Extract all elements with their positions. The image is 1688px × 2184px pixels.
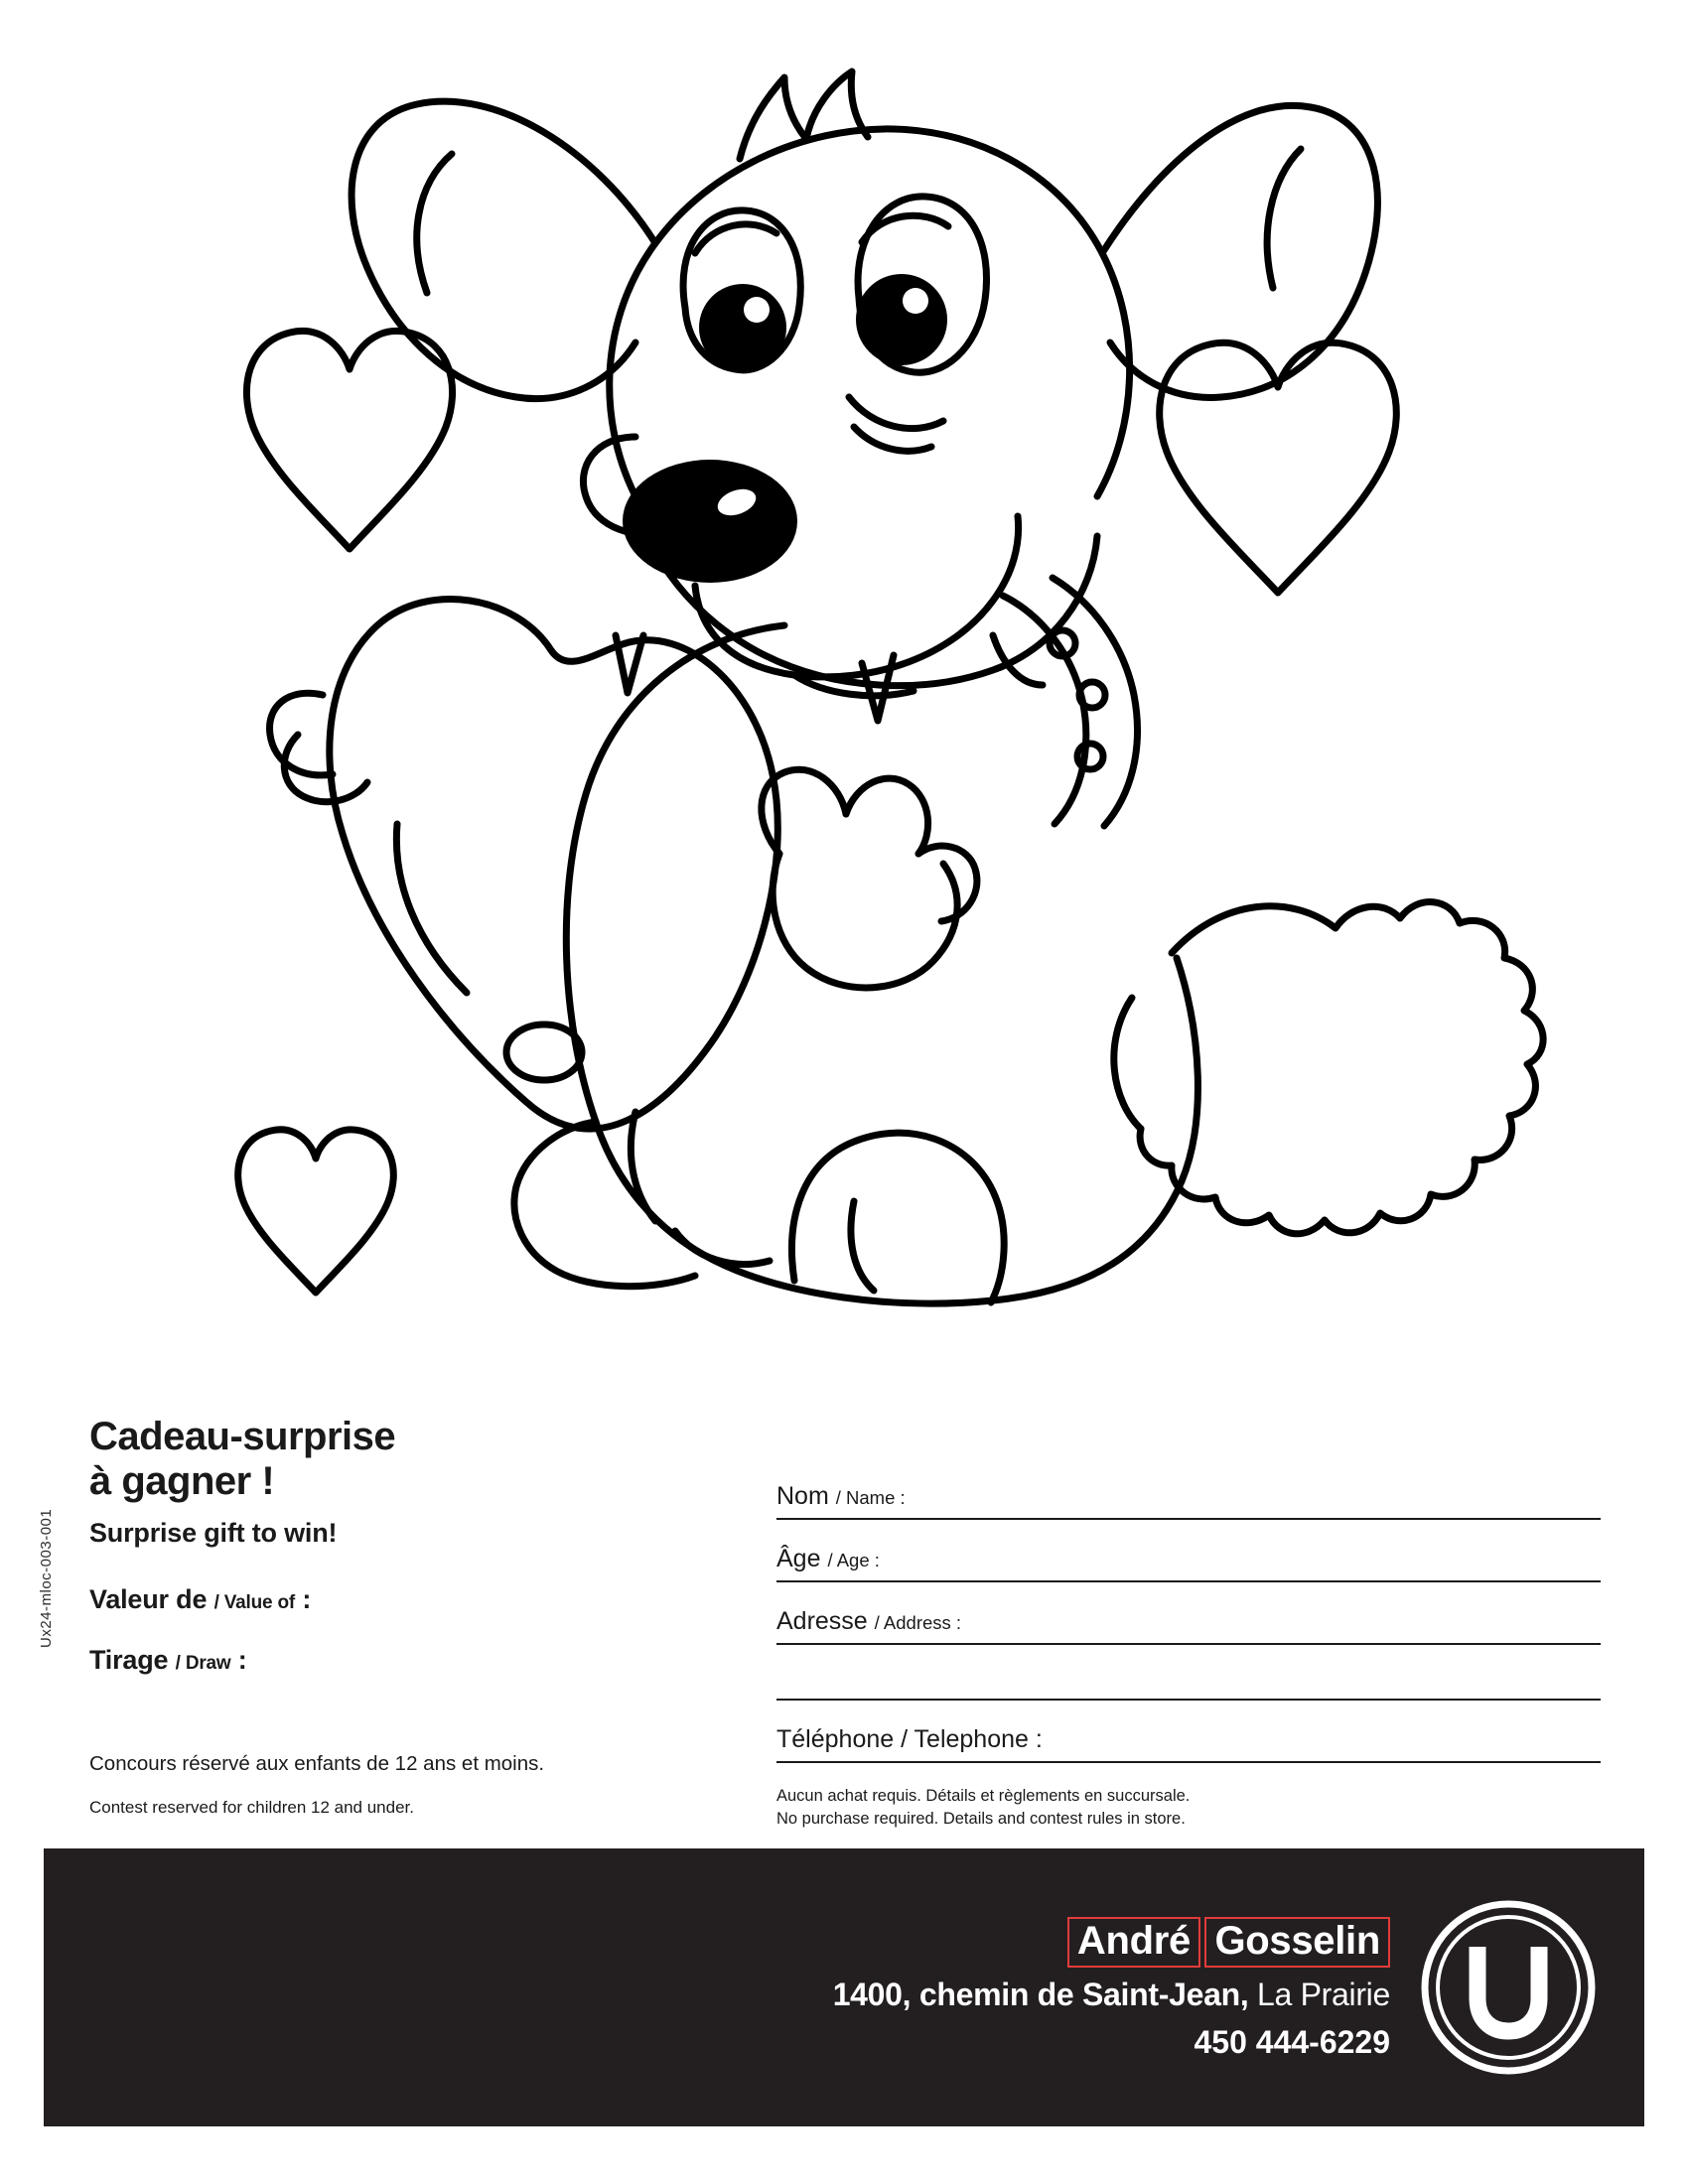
- merchant-address-city: La Prairie: [1257, 1976, 1390, 2012]
- footer-bar: [44, 1848, 1644, 2126]
- form-disclaimer: [776, 1785, 1601, 1831]
- field-name-label-fr: Nom: [776, 1482, 829, 1510]
- field-address-second-line[interactable]: [776, 1645, 1601, 1701]
- field-age-label: [776, 1545, 880, 1573]
- dog-ear-right: [1102, 105, 1377, 397]
- promo-value-label-fr: Valeur de: [89, 1583, 208, 1614]
- form-disclaimer-fr: Aucun achat requis. Détails et règlements en succursale.: [776, 1787, 1191, 1805]
- heart-decoration-left-top: [246, 331, 452, 549]
- merchant-info: [833, 1914, 1394, 2060]
- field-address[interactable]: [776, 1582, 1601, 1645]
- u-logo-icon: [1420, 1899, 1597, 2076]
- footer-content: [833, 1848, 1597, 2126]
- field-name-label-en: / Name :: [835, 1487, 906, 1508]
- field-phone-line[interactable]: [776, 1761, 1601, 1763]
- promo-draw-label-en: / Draw: [175, 1652, 231, 1674]
- promo-value-label-en: / Value of: [213, 1591, 295, 1613]
- field-age-label-en: / Age :: [827, 1550, 880, 1570]
- promo-title-fr-line2: à gagner !: [89, 1458, 275, 1503]
- contest-rules-fr: Concours réservé aux enfants de 12 ans et moins.: [89, 1751, 545, 1775]
- promo-draw-row: [89, 1645, 725, 1676]
- contest-rules-en: Contest reserved for children 12 and under.: [89, 1797, 414, 1817]
- merchant-phone: 450 444-6229: [1194, 2023, 1390, 2060]
- dog-paw-right: [762, 769, 977, 988]
- promo-title-fr-line1: Cadeau-surprise: [89, 1415, 396, 1458]
- dog-paw-left: [270, 693, 367, 801]
- field-age[interactable]: [776, 1520, 1601, 1582]
- promo-value-colon: :: [302, 1583, 312, 1614]
- document-code: Ux24-mloc-003-001: [38, 1508, 55, 1648]
- field-name-label: [776, 1482, 906, 1511]
- merchant-name-line1: André: [1067, 1917, 1200, 1967]
- merchant-name-line2: Gosselin: [1204, 1917, 1390, 1967]
- promo-title-fr: [89, 1415, 725, 1504]
- promo-draw-colon: :: [237, 1644, 247, 1675]
- promo-title-en: Surprise gift to win!: [89, 1517, 338, 1548]
- promo-draw-label-fr: Tirage: [89, 1644, 169, 1675]
- dog-eyes: [683, 197, 986, 451]
- field-address-label-fr: Adresse: [776, 1607, 868, 1635]
- merchant-address: [833, 1977, 1390, 2013]
- form-disclaimer-en: No purchase required. Details and contest rules in store.: [776, 1809, 1186, 1828]
- merchant-address-street: 1400, chemin de Saint-Jean,: [832, 1976, 1249, 2012]
- field-phone-label-fr: Téléphone / Telephone :: [776, 1725, 1043, 1753]
- field-address-label: [776, 1607, 961, 1636]
- field-phone[interactable]: [776, 1701, 1601, 1763]
- promo-block: [89, 1415, 725, 1835]
- promo-value-row: [89, 1584, 725, 1615]
- held-heart: [330, 600, 777, 1130]
- field-age-label-fr: Âge: [776, 1545, 821, 1572]
- field-name[interactable]: [776, 1457, 1601, 1520]
- field-address-label-en: / Address :: [874, 1612, 962, 1633]
- entry-form: [776, 1457, 1601, 1831]
- dog-head: [610, 71, 1130, 686]
- dog-legs: [631, 1112, 874, 1291]
- field-phone-label: [776, 1725, 1043, 1754]
- heart-decoration-left-bottom: [238, 1130, 394, 1293]
